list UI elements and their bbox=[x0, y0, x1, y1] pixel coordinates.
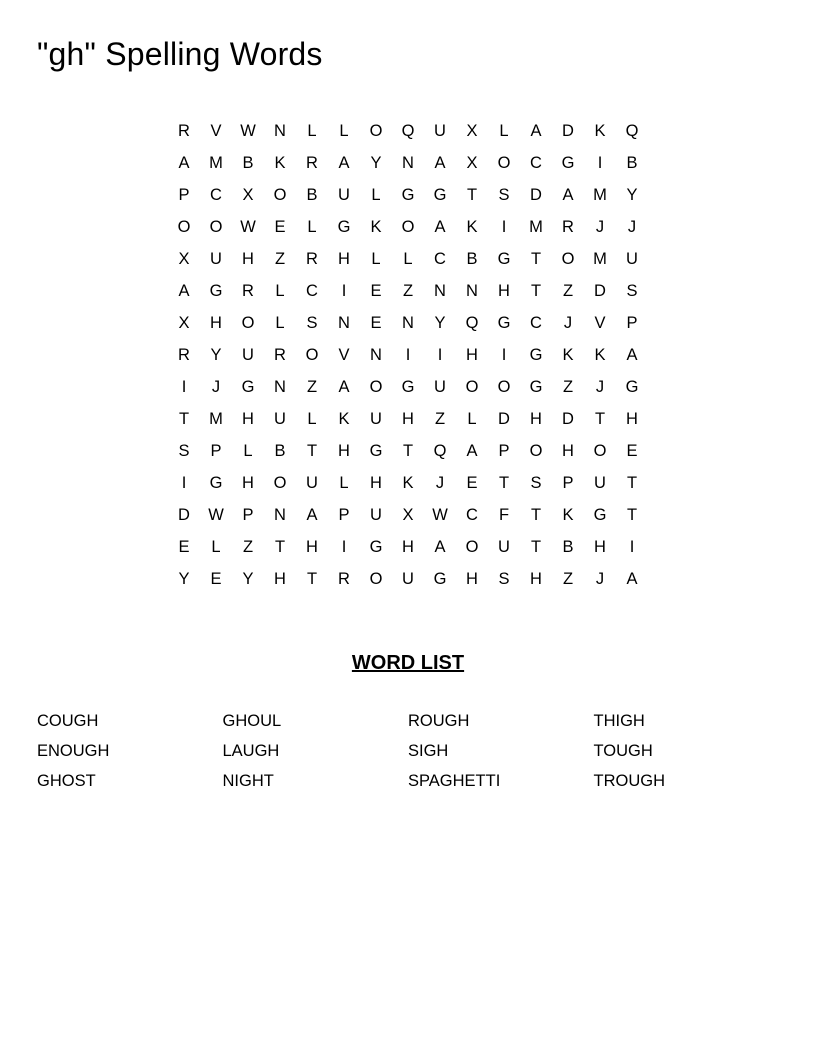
grid-letter: K bbox=[338, 409, 350, 428]
grid-letter: H bbox=[402, 537, 414, 556]
grid-letter: O bbox=[465, 377, 479, 396]
grid-letter: A bbox=[434, 153, 446, 172]
grid-letter: I bbox=[437, 345, 443, 364]
grid-letter: H bbox=[370, 473, 382, 492]
grid-letter: T bbox=[306, 569, 318, 588]
grid-letter: K bbox=[402, 473, 414, 492]
grid-letter: G bbox=[401, 185, 415, 204]
grid-letter: E bbox=[210, 569, 222, 588]
grid-letter: I bbox=[341, 537, 347, 556]
grid-letter: G bbox=[529, 377, 543, 396]
grid-letter: D bbox=[562, 409, 574, 428]
grid-letter: H bbox=[274, 569, 286, 588]
word-list-item: COUGH bbox=[37, 712, 99, 730]
grid-letter: T bbox=[626, 505, 638, 524]
grid-letter: L bbox=[275, 281, 285, 300]
grid-letter: G bbox=[401, 377, 415, 396]
grid-letter: L bbox=[339, 473, 349, 492]
grid-letter: V bbox=[210, 121, 222, 140]
grid-letter: G bbox=[497, 249, 511, 268]
grid-letter: G bbox=[209, 473, 223, 492]
grid-letter: G bbox=[625, 377, 639, 396]
word-list-item: ENOUGH bbox=[37, 742, 110, 760]
grid-letter: M bbox=[529, 217, 543, 236]
grid-letter: C bbox=[210, 185, 222, 204]
grid-letter: R bbox=[306, 249, 318, 268]
grid-letter: S bbox=[626, 281, 638, 300]
grid-letter: W bbox=[432, 505, 448, 524]
word-list-heading: WORD LIST bbox=[351, 652, 465, 674]
grid-letter: A bbox=[338, 377, 350, 396]
grid-letter: B bbox=[274, 441, 286, 460]
grid-letter: I bbox=[341, 281, 347, 300]
grid-letter: N bbox=[402, 313, 414, 332]
grid-letter: A bbox=[434, 217, 446, 236]
grid-letter: C bbox=[434, 249, 446, 268]
grid-letter: D bbox=[562, 121, 574, 140]
word-list-item: ROUGH bbox=[408, 712, 470, 730]
grid-letter: G bbox=[497, 313, 511, 332]
grid-letter: J bbox=[435, 473, 445, 492]
grid-letter: Z bbox=[562, 281, 574, 300]
word-list-item: TROUGH bbox=[593, 772, 665, 790]
grid-letter: H bbox=[402, 409, 414, 428]
grid-letter: B bbox=[562, 537, 574, 556]
grid-letter: I bbox=[629, 537, 635, 556]
grid-letter: H bbox=[338, 249, 350, 268]
grid-letter: H bbox=[242, 249, 254, 268]
grid-letter: H bbox=[466, 345, 478, 364]
grid-letter: T bbox=[530, 537, 542, 556]
word-list-item: NIGHT bbox=[222, 772, 274, 790]
grid-letter: A bbox=[466, 441, 478, 460]
grid-letter: Z bbox=[434, 409, 446, 428]
grid-letter: Q bbox=[625, 121, 639, 140]
grid-letter: O bbox=[369, 377, 383, 396]
grid-letter: X bbox=[402, 505, 414, 524]
grid-letter: J bbox=[563, 313, 573, 332]
grid-letter: T bbox=[274, 537, 286, 556]
grid-letter: M bbox=[209, 153, 223, 172]
grid-letter: C bbox=[530, 313, 542, 332]
grid-letter: J bbox=[595, 217, 605, 236]
grid-letter: O bbox=[369, 569, 383, 588]
grid-letter: K bbox=[562, 505, 574, 524]
grid-letter: T bbox=[530, 505, 542, 524]
page-title: "gh" Spelling Words bbox=[37, 36, 323, 72]
grid-letter: E bbox=[178, 537, 190, 556]
grid-letter: D bbox=[178, 505, 190, 524]
grid-letter: A bbox=[178, 153, 190, 172]
grid-letter: K bbox=[370, 217, 382, 236]
grid-letter: K bbox=[274, 153, 286, 172]
grid-letter: A bbox=[562, 185, 574, 204]
grid-letter: W bbox=[240, 217, 256, 236]
grid-letter: X bbox=[466, 153, 478, 172]
grid-letter: H bbox=[626, 409, 638, 428]
grid-letter: O bbox=[273, 473, 287, 492]
grid-letter: Y bbox=[626, 185, 638, 204]
grid-letter: A bbox=[338, 153, 350, 172]
grid-letter: G bbox=[529, 345, 543, 364]
grid-letter: F bbox=[498, 505, 510, 524]
grid-letter: Y bbox=[210, 345, 222, 364]
grid-letter: A bbox=[178, 281, 190, 300]
grid-letter: L bbox=[307, 121, 317, 140]
grid-letter: O bbox=[209, 217, 223, 236]
word-list-item: GHOUL bbox=[222, 712, 282, 730]
grid-letter: Z bbox=[306, 377, 318, 396]
grid-letter: Y bbox=[242, 569, 254, 588]
grid-letter: S bbox=[178, 441, 190, 460]
grid-letter: R bbox=[178, 121, 190, 140]
grid-letter: S bbox=[498, 185, 510, 204]
grid-letter: N bbox=[274, 121, 286, 140]
grid-letter: H bbox=[594, 537, 606, 556]
grid-letter: L bbox=[499, 121, 509, 140]
grid-letter: U bbox=[402, 569, 414, 588]
grid-letter: M bbox=[593, 249, 607, 268]
grid-letter: Z bbox=[274, 249, 286, 268]
grid-letter: P bbox=[178, 185, 190, 204]
grid-letter: X bbox=[466, 121, 478, 140]
grid-letter: R bbox=[562, 217, 574, 236]
grid-letter: J bbox=[627, 217, 637, 236]
grid-letter: H bbox=[306, 537, 318, 556]
word-list-item: THIGH bbox=[593, 712, 645, 730]
grid-letter: T bbox=[594, 409, 606, 428]
grid-letter: S bbox=[306, 313, 318, 332]
grid-letter: U bbox=[434, 121, 446, 140]
grid-letter: H bbox=[338, 441, 350, 460]
grid-letter: C bbox=[466, 505, 478, 524]
grid-letter: G bbox=[433, 185, 447, 204]
grid-letter: L bbox=[307, 217, 317, 236]
grid-letter: O bbox=[465, 537, 479, 556]
grid-letter: A bbox=[306, 505, 318, 524]
grid-letter: P bbox=[338, 505, 350, 524]
grid-letter: H bbox=[562, 441, 574, 460]
grid-letter: N bbox=[466, 281, 478, 300]
word-search-grid bbox=[168, 115, 648, 595]
grid-letter: P bbox=[626, 313, 638, 332]
word-list bbox=[37, 706, 779, 796]
grid-letter: I bbox=[181, 377, 187, 396]
grid-letter: V bbox=[338, 345, 350, 364]
grid-letter: O bbox=[273, 185, 287, 204]
grid-letter: L bbox=[339, 121, 349, 140]
grid-letter: Q bbox=[465, 313, 479, 332]
grid-letter: U bbox=[210, 249, 222, 268]
grid-letter: M bbox=[593, 185, 607, 204]
grid-letter: G bbox=[593, 505, 607, 524]
grid-letter: E bbox=[626, 441, 638, 460]
grid-letter: U bbox=[434, 377, 446, 396]
grid-letter: D bbox=[594, 281, 606, 300]
grid-letter: Q bbox=[433, 441, 447, 460]
grid-letter: V bbox=[594, 313, 606, 332]
grid-letter: U bbox=[594, 473, 606, 492]
grid-letter: T bbox=[466, 185, 478, 204]
grid-letter: X bbox=[242, 185, 254, 204]
grid-letter: H bbox=[530, 569, 542, 588]
grid-letter: B bbox=[306, 185, 318, 204]
grid-letter: Y bbox=[370, 153, 382, 172]
grid-letter: W bbox=[208, 505, 224, 524]
grid-letter: U bbox=[274, 409, 286, 428]
grid-letter: H bbox=[242, 473, 254, 492]
grid-letter: B bbox=[242, 153, 254, 172]
grid-letter: H bbox=[498, 281, 510, 300]
grid-letter: L bbox=[243, 441, 253, 460]
grid-letter: O bbox=[497, 377, 511, 396]
grid-letter: O bbox=[177, 217, 191, 236]
grid-letter: U bbox=[242, 345, 254, 364]
grid-letter: A bbox=[626, 345, 638, 364]
grid-letter: G bbox=[337, 217, 351, 236]
grid-letter: S bbox=[498, 569, 510, 588]
grid-letter: N bbox=[434, 281, 446, 300]
word-list-item: LAUGH bbox=[222, 742, 280, 760]
grid-letter: U bbox=[370, 409, 382, 428]
grid-letter: I bbox=[597, 153, 603, 172]
grid-letter: H bbox=[242, 409, 254, 428]
grid-letter: J bbox=[595, 377, 605, 396]
grid-letter: L bbox=[371, 249, 381, 268]
word-list-item: SIGH bbox=[408, 742, 449, 760]
grid-letter: Z bbox=[242, 537, 254, 556]
grid-letter: A bbox=[530, 121, 542, 140]
grid-letter: I bbox=[181, 473, 187, 492]
grid-letter: O bbox=[369, 121, 383, 140]
grid-letter: R bbox=[338, 569, 350, 588]
grid-letter: L bbox=[211, 537, 221, 556]
grid-letter: D bbox=[530, 185, 542, 204]
grid-letter: B bbox=[626, 153, 638, 172]
grid-letter: Z bbox=[402, 281, 414, 300]
grid-letter: Q bbox=[401, 121, 415, 140]
grid-letter: U bbox=[370, 505, 382, 524]
grid-letter: L bbox=[307, 409, 317, 428]
grid-letter: G bbox=[561, 153, 575, 172]
word-list-item: GHOST bbox=[37, 772, 96, 790]
grid-letter: K bbox=[594, 121, 606, 140]
grid-letter: L bbox=[403, 249, 413, 268]
grid-letter: E bbox=[466, 473, 478, 492]
grid-letter: L bbox=[467, 409, 477, 428]
grid-letter: R bbox=[178, 345, 190, 364]
grid-letter: L bbox=[371, 185, 381, 204]
grid-letter: O bbox=[305, 345, 319, 364]
grid-letter: O bbox=[529, 441, 543, 460]
grid-letter: C bbox=[306, 281, 318, 300]
grid-letter: H bbox=[530, 409, 542, 428]
grid-letter: I bbox=[501, 345, 507, 364]
grid-letter: N bbox=[274, 505, 286, 524]
grid-letter: K bbox=[562, 345, 574, 364]
grid-letter: T bbox=[530, 281, 542, 300]
grid-letter: I bbox=[501, 217, 507, 236]
word-list-item: TOUGH bbox=[593, 742, 653, 760]
grid-letter: N bbox=[370, 345, 382, 364]
grid-letter: O bbox=[241, 313, 255, 332]
grid-letter: D bbox=[498, 409, 510, 428]
word-list-item: SPAGHETTI bbox=[408, 772, 501, 790]
grid-letter: T bbox=[306, 441, 318, 460]
grid-letter: B bbox=[466, 249, 478, 268]
grid-letter: X bbox=[178, 313, 190, 332]
grid-letter: Z bbox=[562, 377, 574, 396]
grid-letter: Y bbox=[178, 569, 190, 588]
grid-letter: K bbox=[466, 217, 478, 236]
grid-letter: U bbox=[306, 473, 318, 492]
grid-letter: G bbox=[209, 281, 223, 300]
grid-letter: E bbox=[274, 217, 286, 236]
grid-letter: N bbox=[402, 153, 414, 172]
grid-letter: H bbox=[210, 313, 222, 332]
grid-letter: J bbox=[211, 377, 221, 396]
grid-letter: K bbox=[594, 345, 606, 364]
grid-letter: S bbox=[530, 473, 542, 492]
grid-letter: L bbox=[275, 313, 285, 332]
grid-letter: O bbox=[497, 153, 511, 172]
grid-letter: G bbox=[369, 537, 383, 556]
grid-letter: T bbox=[498, 473, 510, 492]
grid-letter: G bbox=[433, 569, 447, 588]
grid-letter: R bbox=[242, 281, 254, 300]
grid-letter: Z bbox=[562, 569, 574, 588]
grid-letter: T bbox=[402, 441, 414, 460]
grid-letter: M bbox=[209, 409, 223, 428]
grid-letter: N bbox=[274, 377, 286, 396]
grid-letter: O bbox=[593, 441, 607, 460]
grid-letter: U bbox=[626, 249, 638, 268]
grid-letter: T bbox=[626, 473, 638, 492]
grid-letter: H bbox=[466, 569, 478, 588]
grid-letter: P bbox=[562, 473, 574, 492]
grid-letter: X bbox=[178, 249, 190, 268]
grid-letter: J bbox=[595, 569, 605, 588]
grid-letter: P bbox=[210, 441, 222, 460]
grid-letter: P bbox=[242, 505, 254, 524]
grid-letter: A bbox=[626, 569, 638, 588]
grid-letter: G bbox=[369, 441, 383, 460]
grid-letter: R bbox=[306, 153, 318, 172]
grid-letter: E bbox=[370, 313, 382, 332]
grid-letter: U bbox=[498, 537, 510, 556]
grid-letter: G bbox=[241, 377, 255, 396]
grid-letter: W bbox=[240, 121, 256, 140]
grid-letter: O bbox=[401, 217, 415, 236]
grid-letter: T bbox=[178, 409, 190, 428]
grid-letter: R bbox=[274, 345, 286, 364]
grid-letter: E bbox=[370, 281, 382, 300]
grid-letter: A bbox=[434, 537, 446, 556]
grid-letter: I bbox=[405, 345, 411, 364]
grid-letter: U bbox=[338, 185, 350, 204]
grid-letter: T bbox=[530, 249, 542, 268]
grid-letter: Y bbox=[434, 313, 446, 332]
grid-letter: N bbox=[338, 313, 350, 332]
grid-letter: P bbox=[498, 441, 510, 460]
grid-letter: O bbox=[561, 249, 575, 268]
grid-letter: C bbox=[530, 153, 542, 172]
